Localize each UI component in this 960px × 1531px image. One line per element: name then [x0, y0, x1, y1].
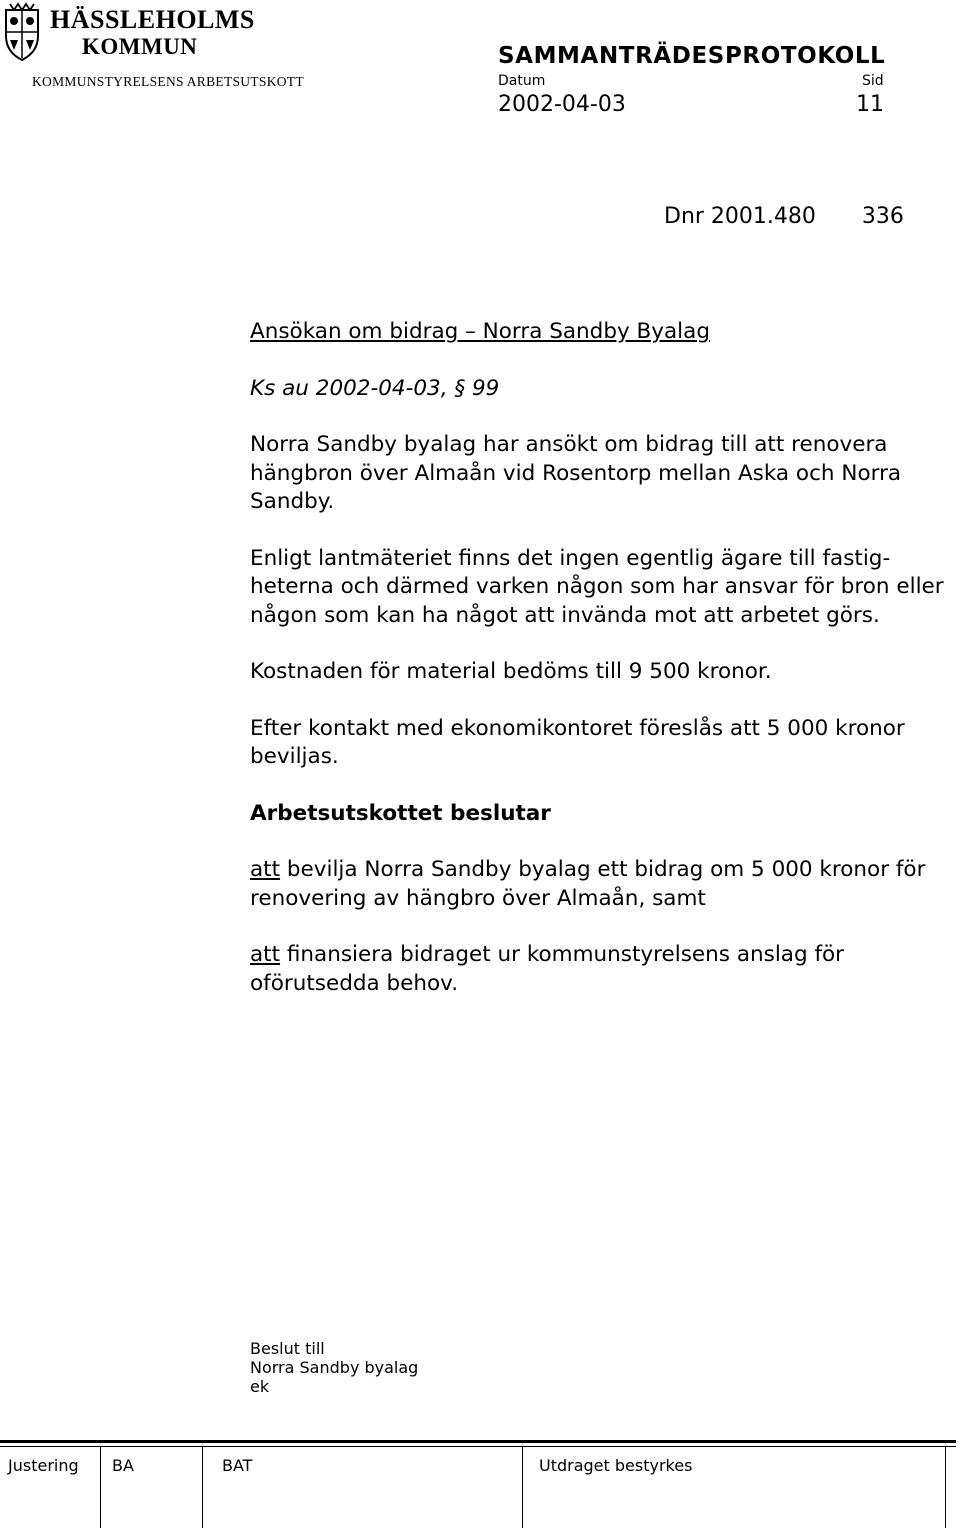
decision-heading: Arbetsutskottet beslutar — [250, 800, 551, 826]
footer-divider — [100, 1446, 101, 1528]
decision-keyword: att — [250, 942, 281, 967]
footer-divider — [945, 1446, 946, 1528]
org-name-line2: KOMMUN — [82, 34, 198, 59]
page-number: 11 — [856, 92, 884, 117]
distribution-list — [250, 1339, 418, 1396]
item-heading: Ansökan om bidrag – Norra Sandby Byalag — [250, 319, 710, 344]
footer-divider — [202, 1446, 203, 1528]
paragraph-cost: Kostnaden för material bedöms till 9 500 kronor. — [250, 659, 772, 684]
decision-text: bevilja Norra Sandby byalag ett bidrag om 5 000 kronor för renovering av hängbro över Almaån, samt — [250, 857, 926, 911]
org-name-line1: HÄSSLEHOLMS — [50, 5, 255, 34]
municipal-crest-icon — [0, 2, 44, 64]
page-label: Sid — [862, 73, 884, 89]
paragraph-proposal: Efter kontakt med ekonomikontoret föreslås att 5 000 kronor beviljas. — [250, 715, 905, 769]
date-value: 2002-04-03 — [498, 92, 626, 117]
diary-number-line — [664, 204, 904, 229]
distribution-line: Beslut till — [250, 1339, 325, 1358]
paragraph-ownership: Enligt lantmäteriet finns det ingen egentlig ägare till fastig-heterna och därmed varken någon som har ansvar för bron eller någon som kan ha något att invända mot att arbetet görs. — [250, 545, 944, 628]
paragraph-number: 336 — [861, 204, 904, 229]
signatory-initials-1: BA — [112, 1456, 134, 1475]
distribution-line: ek — [250, 1377, 270, 1396]
item-reference: Ks au 2002-04-03, § 99 — [250, 375, 500, 401]
diary-number: Dnr 2001.480 — [664, 204, 816, 229]
footer-rule-thick — [0, 1440, 956, 1443]
footer-rule-thin — [0, 1446, 956, 1447]
distribution-line: Norra Sandby byalag — [250, 1358, 419, 1377]
date-label: Datum — [498, 73, 546, 89]
minutes-body — [250, 318, 960, 998]
footer-divider — [522, 1446, 523, 1528]
decision-item — [250, 941, 960, 998]
decision-text: finansiera bidraget ur kommunstyrelsens anslag för oförutsedda behov. — [250, 942, 845, 996]
justering-label: Justering — [8, 1456, 79, 1475]
decision-keyword: att — [250, 857, 281, 882]
decision-item — [250, 856, 960, 913]
committee-name: KOMMUNSTYRELSENS ARBETSUTSKOTT — [32, 74, 304, 89]
paragraph-background: Norra Sandby byalag har ansökt om bidrag till att renovera hängbron över Almaån vid Rosentorp mellan Aska och Norra Sandby. — [250, 432, 902, 514]
document-title: SAMMANTRÄDESPROTOKOLL — [498, 43, 886, 69]
extract-certified-label: Utdraget bestyrkes — [539, 1456, 693, 1475]
signatory-initials-2: BAT — [222, 1456, 253, 1475]
